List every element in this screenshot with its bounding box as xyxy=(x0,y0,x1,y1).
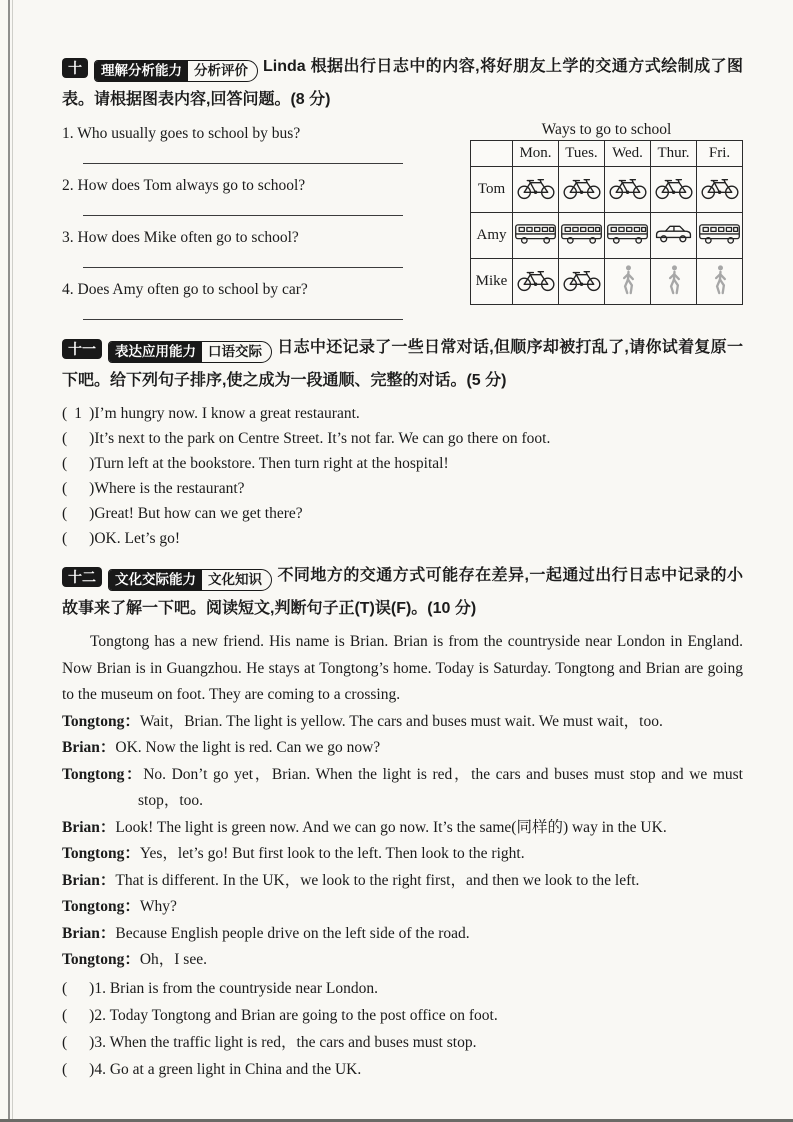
walking-person-icon xyxy=(620,264,636,295)
ways-table-title: Ways to go to school xyxy=(541,121,672,138)
speaker-name: Tongtong： xyxy=(62,951,140,968)
dialogue-line xyxy=(62,735,743,762)
paren-open: ( xyxy=(62,1060,68,1078)
sort-item xyxy=(62,476,743,501)
sort-item xyxy=(62,451,743,476)
dialogue xyxy=(62,709,743,974)
dialogue-text: Why? xyxy=(139,898,177,915)
ways-table-column-header: Thur. xyxy=(651,141,697,167)
paren-close: ) xyxy=(89,405,95,422)
page-spine-shadow xyxy=(8,0,10,1122)
question-item xyxy=(62,225,470,277)
dialogue-text: Oh，I see. xyxy=(139,951,207,968)
sort-list xyxy=(62,401,743,551)
speaker-name: Tongtong： xyxy=(62,712,140,730)
dialogue-line xyxy=(62,947,743,974)
speaker-name: Tongtong： xyxy=(62,845,140,862)
answer-line[interactable] xyxy=(83,163,403,164)
transport-cell xyxy=(559,259,605,305)
section-10-intro: Linda 根据出行日志中的内容,将好朋友上学的交通方式绘制成了图表。请根据图表内容,回答问题。(8 分) xyxy=(62,58,743,108)
question-text: 1. Who usually goes to school by bus? xyxy=(62,125,301,142)
question-item xyxy=(62,277,470,329)
bike-icon xyxy=(562,267,602,292)
dialogue-line xyxy=(62,894,743,921)
section-12-header xyxy=(62,559,743,625)
bike-icon xyxy=(562,175,602,200)
section-10-header xyxy=(62,50,743,116)
answer-line[interactable] xyxy=(83,267,403,268)
section-11-ability-badge xyxy=(108,341,272,363)
student-name: Amy xyxy=(471,213,513,259)
paren-close: ) xyxy=(89,455,95,472)
ways-table-header-row xyxy=(471,141,743,167)
walking-person-icon xyxy=(666,264,682,295)
paren-open: ( xyxy=(62,530,68,547)
paren-close: ) xyxy=(89,1006,95,1024)
sentence-text: OK. Let’s go! xyxy=(94,530,181,547)
ways-table-column-header: Wed. xyxy=(605,141,651,167)
page-spine-highlight xyxy=(12,0,13,1122)
section-11 xyxy=(62,331,743,551)
tf-item xyxy=(62,1002,743,1029)
question-text: 4. Does Amy often go to school by car? xyxy=(62,281,308,298)
dialogue-line xyxy=(62,841,743,868)
transport-cell xyxy=(513,213,559,259)
ways-table-body xyxy=(471,167,743,305)
ways-table-column-header: Tues. xyxy=(559,141,605,167)
answer-line[interactable] xyxy=(83,215,403,216)
sort-item xyxy=(62,501,743,526)
tf-item xyxy=(62,1056,743,1083)
transport-cell xyxy=(605,213,651,259)
speaker-name: Brian： xyxy=(62,739,116,756)
bike-icon xyxy=(700,175,740,200)
transport-cell xyxy=(513,259,559,305)
speaker-name: Brian： xyxy=(62,818,116,836)
section-12-ability-badge xyxy=(108,569,272,591)
sentence-text: It’s next to the park on Centre Street. It’s not far. We can go there on foot. xyxy=(94,430,551,447)
car-icon xyxy=(653,222,694,244)
dialogue-text: That is different. In the UK，we look to the right first，and then we look to the left. xyxy=(115,871,640,889)
tf-statement: 4. Go at a green light in China and the UK. xyxy=(94,1060,362,1078)
dialogue-line xyxy=(62,762,743,815)
bike-icon xyxy=(608,175,648,200)
section-12-intro: 不同地方的交通方式可能存在差异,一起通过出行日志中记录的小故事来了解一下吧。阅读短文,判断句子正(T)误(F)。(10 分) xyxy=(62,567,743,617)
dialogue-text: Look! The light is green now. And we can go now. It’s the same(同样的) way in the UK. xyxy=(115,818,667,836)
tf-statement: 1. Brian is from the countryside near London. xyxy=(94,979,379,997)
transport-cell xyxy=(651,213,697,259)
dialogue-line xyxy=(62,868,743,895)
questions-list xyxy=(62,121,470,329)
paren-close: ) xyxy=(89,1060,95,1078)
dialogue-line xyxy=(62,921,743,948)
paren-open: ( xyxy=(62,1033,68,1051)
sentence-text: Turn left at the bookstore. Then turn right at the hospital! xyxy=(94,455,449,472)
question-text: 2. How does Tom always go to school? xyxy=(62,177,306,194)
ways-table-head xyxy=(471,141,743,167)
tf-list xyxy=(62,975,743,1083)
section-11-intro: 日志中还记录了一些日常对话,但顺序却被打乱了,请你试着复原一下吧。给下列句子排序,使之成为一段通顺、完整的对话。(5 分) xyxy=(62,339,743,389)
speaker-name: Tongtong： xyxy=(62,898,140,915)
paren-open: ( xyxy=(62,430,68,447)
student-name: Mike xyxy=(471,259,513,305)
paren-close: ) xyxy=(89,1033,95,1051)
answer-line[interactable] xyxy=(83,319,403,320)
dialogue-line xyxy=(62,815,743,842)
dialogue-line xyxy=(62,709,743,736)
section-12 xyxy=(62,559,743,1083)
paren-open: ( xyxy=(62,1006,68,1024)
speaker-name: Brian： xyxy=(62,924,116,942)
transport-cell xyxy=(651,259,697,305)
paren-open: ( xyxy=(62,505,68,522)
bus-icon xyxy=(606,222,649,245)
ways-table-column-header: Fri. xyxy=(697,141,743,167)
section-12-ability-secondary-label: 文化知识 xyxy=(208,572,262,587)
paren-open: ( xyxy=(62,405,68,422)
section-12-ability-primary-label: 文化交际能力 xyxy=(109,570,202,590)
sort-item xyxy=(62,426,743,451)
bus-icon xyxy=(560,222,603,245)
sentence-text: Where is the restaurant? xyxy=(94,480,245,497)
transport-cell xyxy=(559,167,605,213)
section-10-ability-badge xyxy=(94,60,258,82)
bus-icon xyxy=(698,222,741,245)
transport-cell xyxy=(697,259,743,305)
paren-open: ( xyxy=(62,480,68,497)
tf-statement: 3. When the traffic light is red，the cars and buses must stop. xyxy=(94,1033,477,1051)
ways-table-column-header: Mon. xyxy=(513,141,559,167)
walking-person-icon xyxy=(712,264,728,295)
transport-cell xyxy=(697,167,743,213)
sentence-text: I’m hungry now. I know a great restaurant. xyxy=(94,405,360,422)
transport-cell xyxy=(697,213,743,259)
bike-icon xyxy=(516,267,556,292)
section-11-ability-secondary-label: 口语交际 xyxy=(208,344,262,359)
transport-cell xyxy=(513,167,559,213)
section-11-ability-primary-label: 表达应用能力 xyxy=(109,342,202,362)
dialogue-text: Yes，let’s go! But first look to the left. Then look to the right. xyxy=(139,845,525,862)
dialogue-text: Because English people drive on the left side of the road. xyxy=(115,924,470,942)
ways-table-row xyxy=(471,259,743,305)
question-item xyxy=(62,121,470,173)
paren-close: ) xyxy=(89,979,95,997)
tf-item xyxy=(62,1029,743,1056)
paren-close: ) xyxy=(89,480,95,497)
ways-table-row xyxy=(471,213,743,259)
student-name: Tom xyxy=(471,167,513,213)
bike-icon xyxy=(654,175,694,200)
dialogue-text: No. Don’t go yet，Brian. When the light is red，the cars and buses must stop and we must stop，too. xyxy=(138,765,743,809)
question-text: 3. How does Mike often go to school? xyxy=(62,229,299,246)
ways-table xyxy=(470,140,743,305)
tf-statement: 2. Today Tongtong and Brian are going to the post office on foot. xyxy=(94,1006,498,1024)
section-12-number-badge: 十二 xyxy=(62,567,102,587)
sentence-text: Great! But how can we get there? xyxy=(94,505,303,522)
paren-close: ) xyxy=(89,530,95,547)
section-11-header xyxy=(62,331,743,397)
ways-table-column-header xyxy=(471,141,513,167)
paren-close: ) xyxy=(89,505,95,522)
dialogue-text: Wait，Brian. The light is yellow. The cars and buses must wait. We must wait，too. xyxy=(139,712,663,730)
transport-cell xyxy=(605,167,651,213)
transport-cell xyxy=(559,213,605,259)
paren-close: ) xyxy=(89,430,95,447)
section-10-ability-secondary-label: 分析评价 xyxy=(194,63,248,78)
section-10-body xyxy=(62,121,743,329)
sort-item xyxy=(62,401,743,426)
question-item xyxy=(62,173,470,225)
section-10-number-badge: 十 xyxy=(62,58,88,78)
sort-item xyxy=(62,526,743,551)
tf-item xyxy=(62,975,743,1002)
dialogue-text: OK. Now the light is red. Can we go now? xyxy=(115,739,381,756)
bike-icon xyxy=(516,175,556,200)
ways-table-block xyxy=(470,121,743,329)
transport-cell xyxy=(651,167,697,213)
speaker-name: Brian： xyxy=(62,871,116,889)
paren-open: ( xyxy=(62,979,68,997)
paren-open: ( xyxy=(62,455,68,472)
ways-table-row xyxy=(471,167,743,213)
bus-icon xyxy=(514,222,557,245)
speaker-name: Tongtong： xyxy=(62,765,144,783)
transport-cell xyxy=(605,259,651,305)
reading-passage: Tongtong has a new friend. His name is Brian. Brian is from the countryside near London in England. Now Brian is in Guangzhou. He stays at Tongtong’s home. Today is Saturday. Tongtong and Brian are going to the museum on foot. They are coming to a crossing. xyxy=(62,633,743,703)
section-11-number-badge: 十一 xyxy=(62,339,102,359)
order-blank[interactable]: 1 xyxy=(74,405,83,422)
section-10-ability-primary-label: 理解分析能力 xyxy=(95,61,188,81)
section-10 xyxy=(62,50,743,329)
